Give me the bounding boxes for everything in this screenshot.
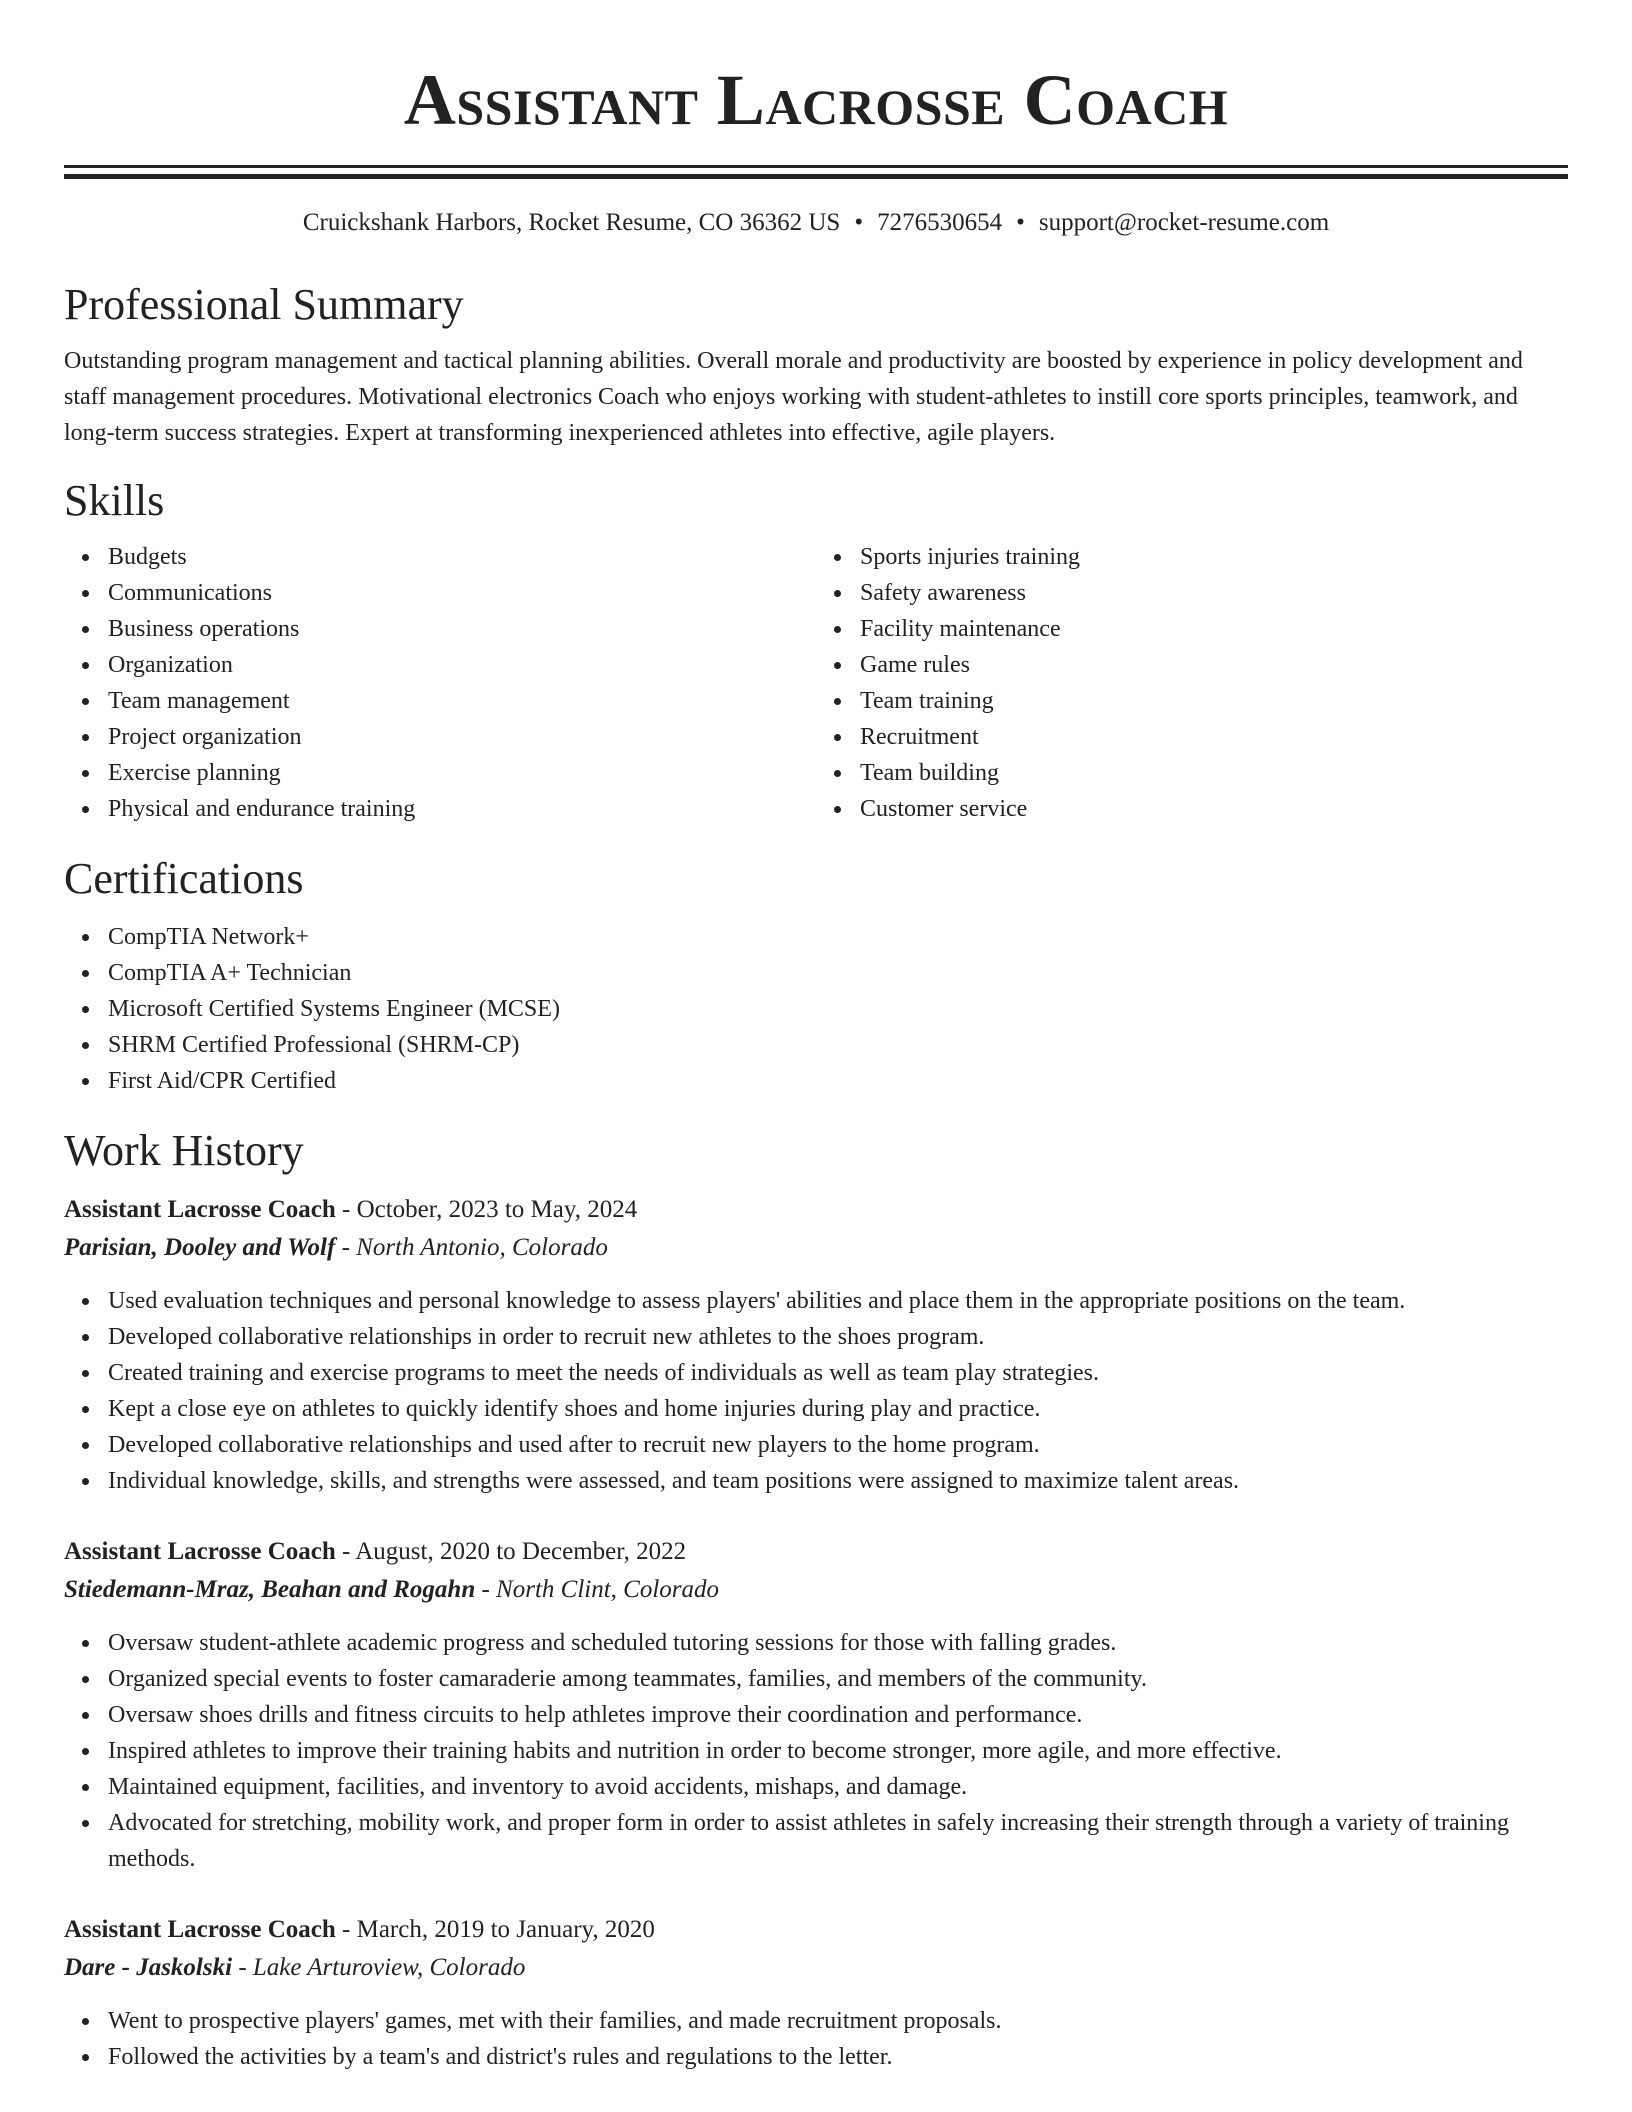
skill-item: Game rules	[860, 647, 1568, 683]
job-bullet: Advocated for stretching, mobility work, and proper form in order to assist athletes in safely increasing their strength through a variety of training methods.	[108, 1805, 1568, 1877]
job-bullet: Went to prospective players' games, met with their families, and made recruitment proposals.	[108, 2003, 1568, 2039]
skill-item: Recruitment	[860, 719, 1568, 755]
contact-separator: •	[854, 209, 864, 236]
skills-list-right	[816, 539, 1568, 827]
job-bullet: Maintained equipment, facilities, and inventory to avoid accidents, mishaps, and damage.	[108, 1769, 1568, 1805]
skill-item: Team management	[108, 683, 816, 719]
certifications-heading: Certifications	[64, 854, 304, 903]
summary-heading: Professional Summary	[64, 280, 464, 329]
contact-line	[64, 207, 1568, 239]
job-entry	[64, 1191, 1568, 1499]
skill-item: Physical and endurance training	[108, 791, 816, 827]
header-rule-bottom	[64, 174, 1568, 179]
work-history-heading: Work History	[64, 1126, 304, 1175]
job-bullet: Oversaw student-athlete academic progress and scheduled tutoring sessions for those with falling grades.	[108, 1625, 1568, 1661]
job-bullet: Developed collaborative relationships and used after to recruit new players to the home program.	[108, 1427, 1568, 1463]
skill-item: Team training	[860, 683, 1568, 719]
header-rule-top	[64, 165, 1568, 168]
job-location: - North Antonio, Colorado	[335, 1234, 608, 1261]
skill-item: Project organization	[108, 719, 816, 755]
skill-item: Organization	[108, 647, 816, 683]
skill-item: Facility maintenance	[860, 611, 1568, 647]
skill-item: Exercise planning	[108, 755, 816, 791]
job-bullet: Developed collaborative relationships in order to recruit new athletes to the shoes program.	[108, 1319, 1568, 1355]
certification-item: CompTIA A+ Technician	[108, 955, 1568, 991]
job-entry	[64, 1911, 1568, 2075]
job-title-line	[64, 1191, 1568, 1229]
certification-item: SHRM Certified Professional (SHRM-CP)	[108, 1027, 1568, 1063]
certification-item: CompTIA Network+	[108, 919, 1568, 955]
job-company: Stiedemann-Mraz, Beahan and Rogahn	[64, 1576, 476, 1603]
certifications-list	[64, 919, 1568, 1099]
job-bullets	[64, 1625, 1568, 1877]
job-bullet: Inspired athletes to improve their training habits and nutrition in order to become stronger, more agile, and more effective.	[108, 1733, 1568, 1769]
skills-columns	[64, 539, 1568, 827]
job-role: Assistant Lacrosse Coach	[64, 1538, 336, 1565]
skill-item: Sports injuries training	[860, 539, 1568, 575]
job-company-line	[64, 1229, 1568, 1267]
contact-address: Cruickshank Harbors, Rocket Resume, CO 36362 US	[302, 209, 841, 236]
job-dates: - March, 2019 to January, 2020	[335, 1916, 655, 1943]
job-dates: - August, 2020 to December, 2022	[335, 1538, 687, 1565]
job-location: - North Clint, Colorado	[475, 1576, 720, 1603]
skill-item: Team building	[860, 755, 1568, 791]
job-bullet: Created training and exercise programs to meet the needs of individuals as well as team play strategies.	[108, 1355, 1568, 1391]
job-company-line	[64, 1949, 1568, 1987]
job-bullets	[64, 1283, 1568, 1499]
job-company: Dare - Jaskolski	[64, 1954, 233, 1981]
resume-name: Assistant Lacrosse Coach	[403, 60, 1229, 140]
job-bullet: Individual knowledge, skills, and strengths were assessed, and team positions were assigned to maximize talent areas.	[108, 1463, 1568, 1499]
skill-item: Business operations	[108, 611, 816, 647]
job-role: Assistant Lacrosse Coach	[64, 1916, 336, 1943]
job-company-line	[64, 1571, 1568, 1609]
job-entry	[64, 1533, 1568, 1877]
summary-text: Outstanding program management and tactical planning abilities. Overall morale and productivity are boosted by experience in policy development and staff management procedures. Motivational electronics Coach who enjoys working with student-athletes to instill core sports principles, teamwork, and long-term success strategies. Expert at transforming inexperienced athletes into effective, agile players.	[64, 348, 1523, 446]
job-bullet: Organized special events to foster camaraderie among teammates, families, and members of the community.	[108, 1661, 1568, 1697]
skills-list-left	[64, 539, 816, 827]
contact-phone: 7276530654	[877, 209, 1003, 236]
skills-heading: Skills	[64, 476, 165, 525]
skill-item: Budgets	[108, 539, 816, 575]
job-title-line	[64, 1533, 1568, 1571]
contact-email: support@rocket-resume.com	[1038, 209, 1330, 236]
job-bullet: Used evaluation techniques and personal knowledge to assess players' abilities and place them in the appropriate positions on the team.	[108, 1283, 1568, 1319]
contact-separator: •	[1016, 209, 1025, 236]
job-dates: - October, 2023 to May, 2024	[335, 1196, 638, 1223]
certification-item: First Aid/CPR Certified	[108, 1063, 1568, 1099]
job-company: Parisian, Dooley and Wolf	[64, 1234, 336, 1261]
job-role: Assistant Lacrosse Coach	[64, 1196, 336, 1223]
skill-item: Safety awareness	[860, 575, 1568, 611]
job-location: - Lake Arturoview, Colorado	[232, 1954, 526, 1981]
job-bullet: Followed the activities by a team's and district's rules and regulations to the letter.	[108, 2039, 1568, 2075]
job-bullet: Oversaw shoes drills and fitness circuits to help athletes improve their coordination and performance.	[108, 1697, 1568, 1733]
certification-item: Microsoft Certified Systems Engineer (MCSE)	[108, 991, 1568, 1027]
skill-item: Customer service	[860, 791, 1568, 827]
job-bullet: Kept a close eye on athletes to quickly identify shoes and home injuries during play and practice.	[108, 1391, 1568, 1427]
job-bullets	[64, 2003, 1568, 2075]
job-title-line	[64, 1911, 1568, 1949]
skill-item: Communications	[108, 575, 816, 611]
